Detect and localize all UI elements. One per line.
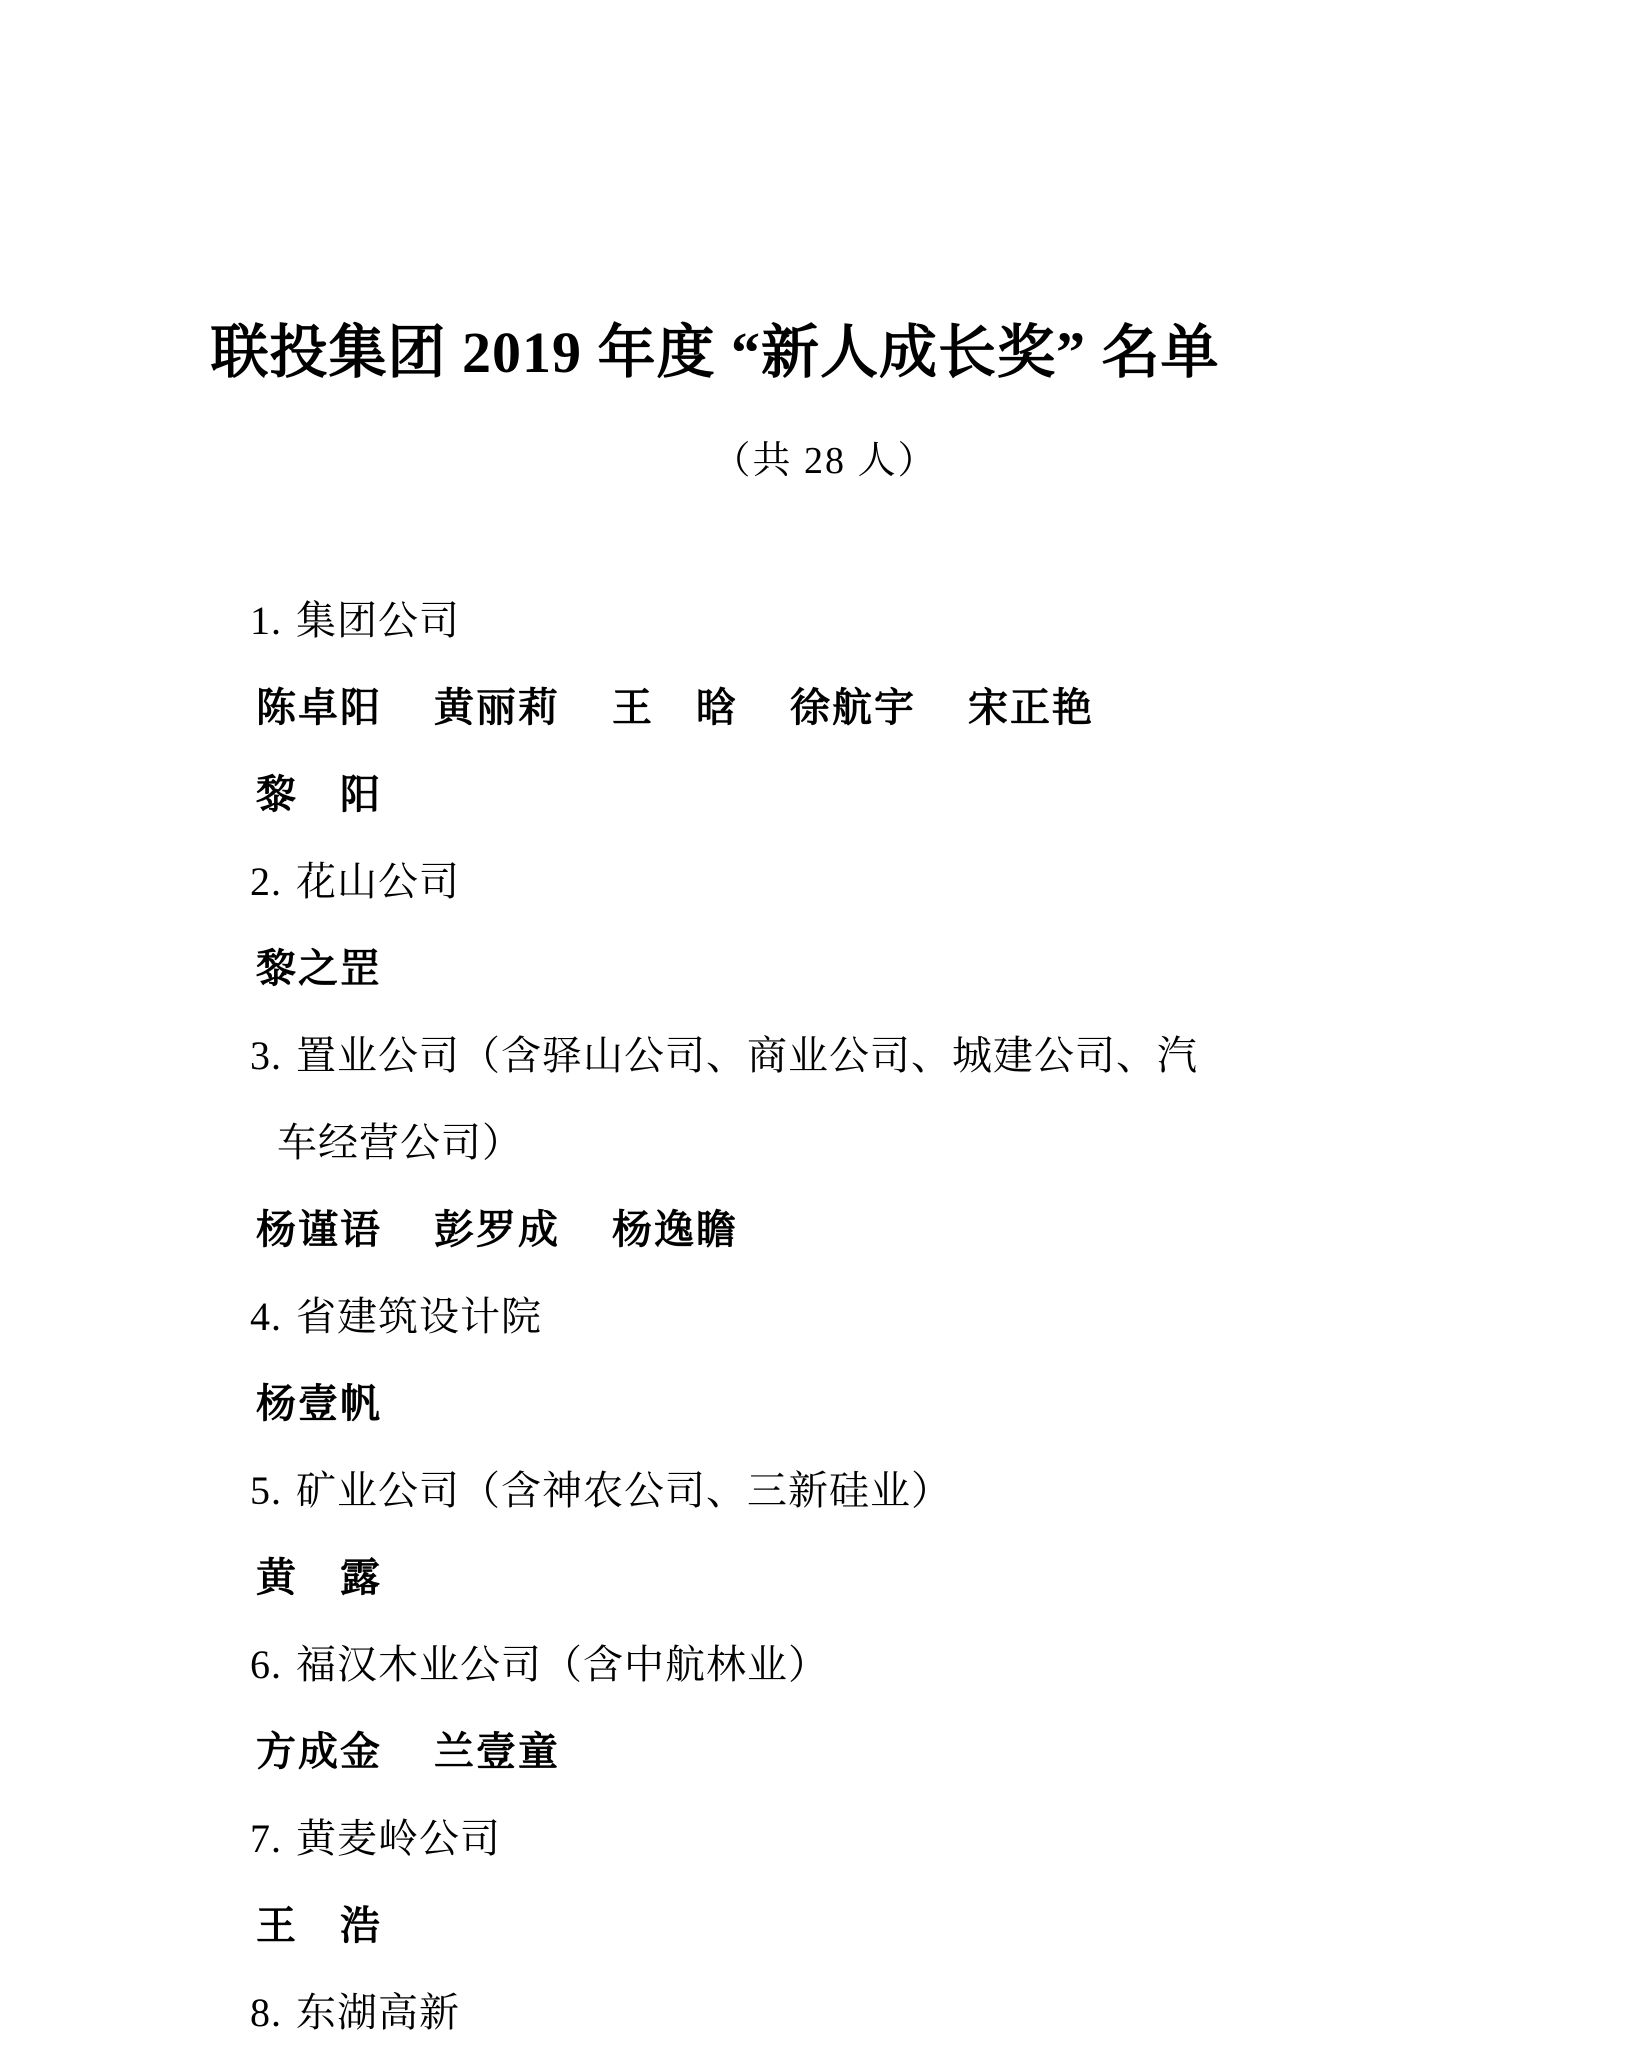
section-header — [250, 1795, 1235, 1882]
section-company: 黄麦岭公司 — [296, 1816, 501, 1861]
section-number: 7. — [250, 1816, 282, 1861]
section-header — [250, 577, 1235, 664]
person-name: 王 晗 — [612, 685, 738, 730]
section-header — [250, 838, 1235, 925]
section-number: 4. — [250, 1294, 282, 1339]
name-row — [250, 751, 1235, 838]
name-row — [250, 1186, 1235, 1273]
name-row — [250, 1708, 1235, 1795]
section-number: 6. — [250, 1642, 282, 1687]
person-name: 王 浩 — [256, 1903, 382, 1948]
section-company: 福汉木业公司（含中航林业） — [296, 1642, 829, 1687]
person-name: 杨谨语 — [256, 1207, 382, 1252]
person-name: 宋正艳 — [968, 685, 1094, 730]
section-number: 8. — [250, 1990, 282, 2035]
award-list — [250, 577, 1235, 2056]
name-row — [250, 1534, 1235, 1621]
name-row — [250, 925, 1235, 1012]
name-row — [250, 664, 1235, 751]
person-name: 兰壹童 — [434, 1729, 560, 1774]
section-header — [250, 1273, 1235, 1360]
section-header — [250, 1012, 1235, 1186]
section-company: 东湖高新 — [296, 1990, 460, 2035]
document-title: 联投集团 2019 年度 “新人成长奖” 名单 — [210, 320, 1220, 385]
section-number: 3. — [250, 1033, 282, 1078]
name-row — [250, 1360, 1235, 1447]
document-subtitle: （共 28 人） — [712, 440, 938, 482]
section-company: 花山公司 — [296, 859, 460, 904]
person-name: 徐航宇 — [790, 685, 916, 730]
person-name: 陈卓阳 — [256, 685, 382, 730]
section-number: 5. — [250, 1468, 282, 1513]
person-name: 黎 阳 — [256, 772, 382, 817]
name-row — [250, 1882, 1235, 1969]
person-name: 方成金 — [256, 1729, 382, 1774]
person-name: 彭罗成 — [434, 1207, 560, 1252]
person-name: 杨壹帆 — [256, 1381, 382, 1426]
section-header — [250, 1621, 1235, 1708]
section-company: 集团公司 — [296, 598, 460, 643]
section-number: 2. — [250, 859, 282, 904]
section-company: 省建筑设计院 — [296, 1294, 542, 1339]
section-number: 1. — [250, 598, 282, 643]
section-header — [250, 1969, 1235, 2056]
section-company: 矿业公司（含神农公司、三新硅业） — [296, 1468, 952, 1513]
section-header — [250, 1447, 1235, 1534]
person-name: 杨逸瞻 — [612, 1207, 738, 1252]
person-name: 黄 露 — [256, 1555, 382, 1600]
person-name: 黄丽莉 — [434, 685, 560, 730]
section-company: 置业公司（含驿山公司、商业公司、城建公司、汽车经营公司） — [277, 1033, 1198, 1165]
person-name: 黎之罡 — [256, 946, 382, 991]
